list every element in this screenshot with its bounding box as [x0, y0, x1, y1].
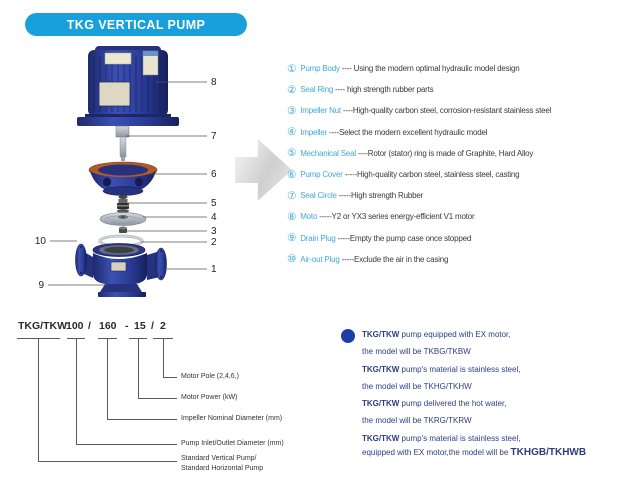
list-item [287, 100, 615, 121]
model-label-standard-vertical: Standard Vertical Pump/ [181, 455, 257, 462]
note-line [362, 395, 612, 412]
model-label-standard-horizontal: Standard Horizontal Pump [181, 465, 264, 472]
part-description: -----Y2 or YX3 series energy-efficient V1 motor [317, 212, 475, 222]
model-label-impeller-diameter: Impeller Nominal Diameter (mm) [181, 415, 283, 422]
part-description: -----Empty the pump case once stopped [335, 233, 472, 243]
callout-9: 9 [38, 280, 44, 291]
list-item [287, 143, 615, 164]
callout-2: 2 [211, 237, 217, 248]
note-line [362, 412, 612, 429]
note-text: the model will be TKHG/TKHW [362, 381, 472, 391]
part-name: Moto [300, 212, 318, 222]
page-title-banner [25, 13, 247, 36]
note-text: pump's material is stainless steel, [399, 364, 521, 374]
motor-illustration [77, 46, 179, 126]
bullet-circle-icon [341, 329, 355, 343]
model-code-prefix: TKG/TKW [18, 320, 67, 332]
list-item [287, 58, 615, 79]
circled-number-icon: ② [287, 83, 297, 96]
tree-line [163, 338, 164, 377]
part-description: ---- Using the modern optimal hydraulic model design [339, 64, 520, 74]
note-lines [362, 326, 612, 459]
note-line [362, 343, 612, 360]
note-line [362, 361, 612, 378]
callout-3: 3 [211, 226, 217, 237]
shaft-illustration [116, 126, 129, 161]
callout-8: 8 [211, 77, 217, 88]
tree-line [107, 338, 108, 419]
impeller-nut-illustration [119, 227, 127, 234]
note-text: equipped with EX motor,the model will be [362, 448, 511, 458]
page-title: TKG VERTICAL PUMP [66, 17, 206, 32]
list-item [287, 185, 615, 206]
part-name: Seal Circle [300, 191, 337, 201]
model-label-inlet-outlet: Pump Inlet/Outlet Diameter (mm) [181, 440, 284, 447]
model-code-segment: 160 [99, 320, 117, 332]
part-description: -----Exclude the air in the casing [339, 254, 449, 264]
note-bold: TKG/TKW [362, 399, 400, 409]
callout-1: 1 [211, 264, 217, 275]
callout-4: 4 [211, 212, 217, 223]
tree-line [138, 398, 177, 399]
note-text: pump equipped with EX motor, [399, 330, 511, 339]
note-bold: TKG/TKW [362, 364, 400, 374]
parts-description-list [287, 58, 615, 270]
circled-number-icon: ⑦ [287, 189, 297, 202]
callout-7: 7 [211, 131, 217, 142]
part-description: ----High-quality carbon steel, corrosion-resistant stainless steel [340, 106, 552, 116]
tree-line [76, 338, 77, 444]
tree-line [163, 377, 177, 378]
list-item [287, 228, 615, 249]
model-code-separator: - [125, 320, 129, 332]
circled-number-icon: ⑩ [287, 253, 297, 266]
tree-line [38, 461, 177, 462]
circled-number-icon: ④ [287, 126, 297, 139]
list-item [287, 122, 615, 143]
model-code-segment: 2 [160, 320, 166, 332]
model-code-segment: 15 [134, 320, 146, 332]
model-code-separator: / [151, 320, 154, 332]
tree-line [107, 419, 177, 420]
tree-line [138, 338, 139, 398]
model-code-breakdown [0, 315, 310, 490]
mechanical-seal-illustration [117, 195, 129, 213]
list-item [287, 164, 615, 185]
part-description: ---- high strength rubber parts [333, 85, 434, 95]
model-code-segment: 100 [66, 320, 84, 332]
part-name: Seal Ring [300, 85, 334, 95]
circled-number-icon: ⑤ [287, 147, 297, 160]
note-line [362, 378, 612, 395]
note-bold: TKG/TKW [362, 433, 400, 443]
note-text: pump's material is stainless steel, [399, 433, 521, 443]
model-label-motor-pole: Motor Pole (2,4,6,) [181, 373, 239, 380]
part-description: ----Select the modern excellent hydraulic model [327, 127, 488, 137]
part-name: Drain Plug [300, 233, 336, 243]
note-model-code: TKHGB/TKHWB [510, 447, 587, 459]
list-item [287, 249, 615, 270]
callout-5: 5 [211, 198, 217, 209]
tree-line [38, 338, 39, 461]
part-name: Impeller Nut [300, 106, 341, 116]
callout-6: 6 [211, 169, 217, 180]
note-text: pump delivered the hot water, [399, 399, 507, 409]
circled-number-icon: ⑥ [287, 168, 297, 181]
part-name: Pump Body [300, 64, 340, 74]
circled-number-icon: ⑧ [287, 210, 297, 223]
impeller-illustration [100, 213, 146, 226]
pump-body-illustration [76, 244, 167, 298]
part-description: ----Rotor (stator) ring is made of Graphite, Hard Alloy [355, 148, 534, 158]
tree-line [76, 444, 177, 445]
model-code-separator: / [88, 320, 91, 332]
pump-exploded-diagram [15, 42, 225, 302]
note-text: the model will be TKRG/TKRW [362, 416, 472, 426]
part-name: Air-out Plug [300, 254, 340, 264]
part-name: Pump Cover [300, 170, 343, 180]
part-description: -----High strength Rubber [336, 191, 424, 201]
part-description: -----High-quality carbon steel, stainless steel, casting [342, 170, 520, 180]
circled-number-icon: ⑨ [287, 232, 297, 245]
note-line [362, 326, 612, 343]
circled-number-icon: ③ [287, 104, 297, 117]
part-name: Mechanical Seal [300, 148, 356, 158]
list-item [287, 79, 615, 100]
model-label-motor-power: Motor Power (kW) [181, 394, 238, 401]
part-name: Impeller [300, 127, 328, 137]
note-line [362, 430, 612, 447]
note-bold: TKG/TKW [362, 330, 400, 339]
pump-cover-illustration [89, 162, 157, 196]
model-variant-notes [340, 326, 612, 459]
right-arrow-icon [235, 139, 292, 201]
callout-10: 10 [34, 236, 46, 247]
list-item [287, 206, 615, 227]
circled-number-icon: ① [287, 62, 297, 75]
note-text: the model will be TKBG/TKBW [362, 347, 471, 357]
note-line [362, 447, 612, 459]
